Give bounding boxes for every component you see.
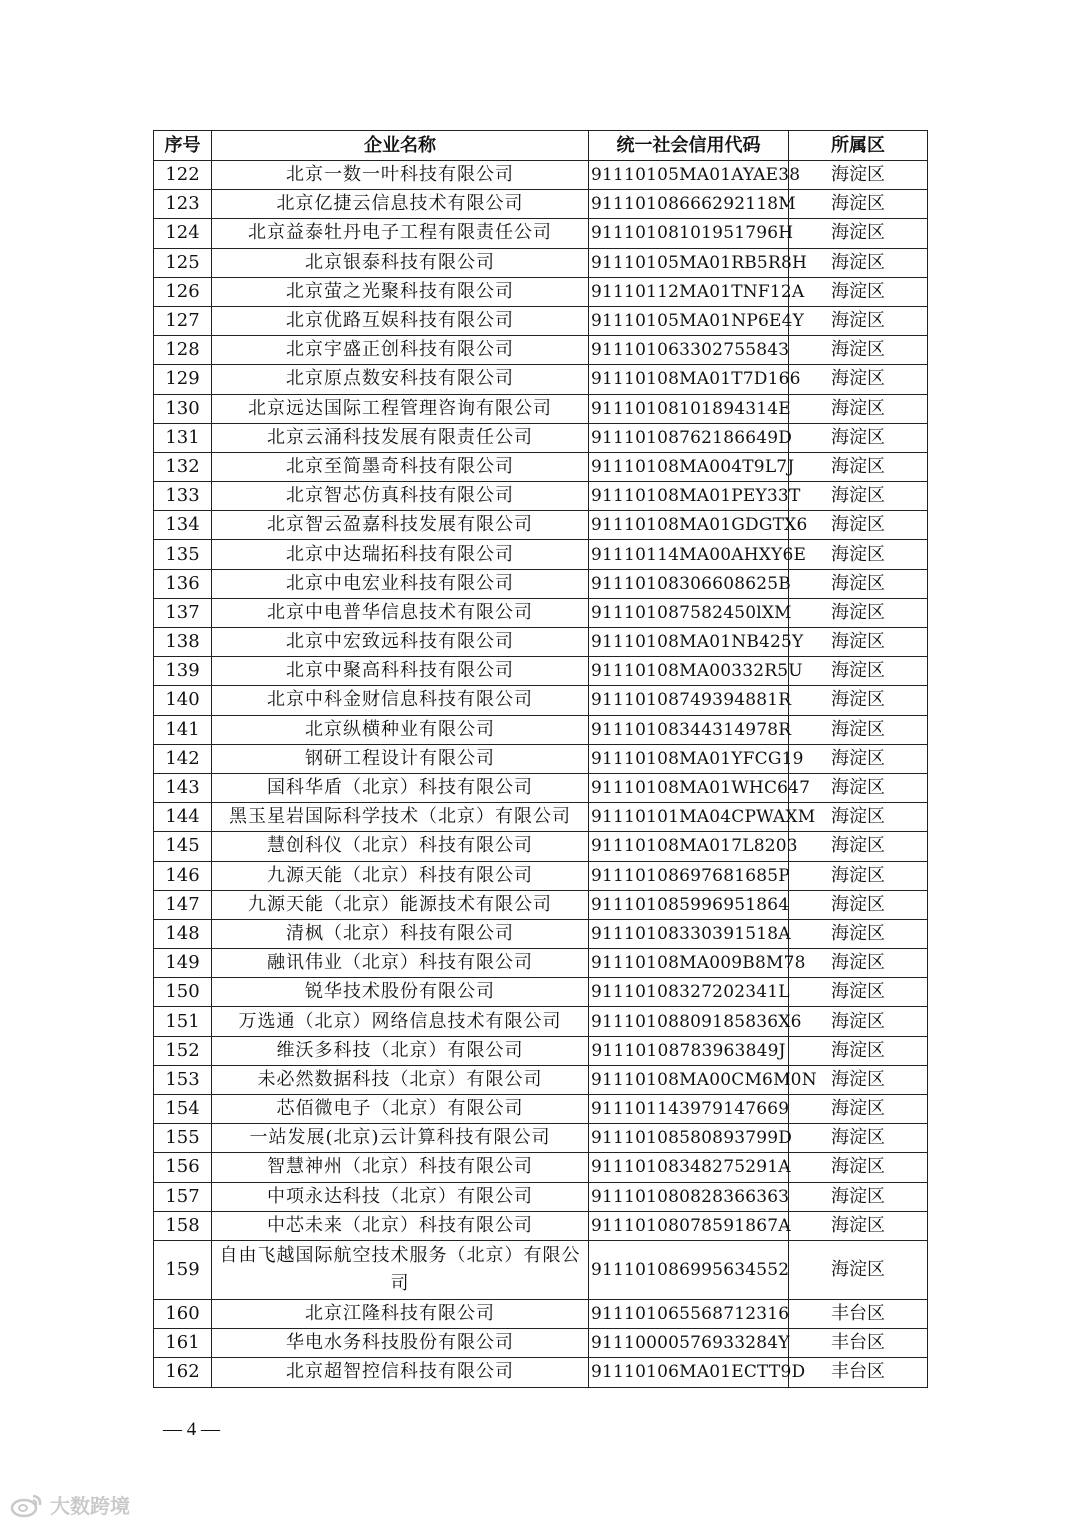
table-row [154,657,928,686]
row-index: 131 [154,423,212,452]
row-index: 162 [154,1358,212,1387]
row-credit-code: 91110101MA04CPWAXM [589,803,789,832]
table-row [154,919,928,948]
table-row [154,190,928,219]
table-row [154,1358,928,1387]
row-company-name: 九源天能（北京）能源技术有限公司 [212,890,589,919]
row-district: 海淀区 [789,715,928,744]
row-company-name: 北京中科金财信息科技有限公司 [212,686,589,715]
header-index: 序号 [154,131,212,161]
table-row [154,978,928,1007]
row-credit-code: 91110108MA01GDGTX6 [589,511,789,540]
row-company-name: 北京中达瑞拓科技有限公司 [212,540,589,569]
row-credit-code: 91110108078591867A [589,1211,789,1240]
row-credit-code: 91110108MA00CM6M0N [589,1065,789,1094]
row-district: 海淀区 [789,686,928,715]
row-district: 海淀区 [789,569,928,598]
row-company-name: 北京中宏致远科技有限公司 [212,628,589,657]
row-credit-code: 91110108699563455​2 [589,1240,789,1299]
table-row [154,686,928,715]
row-company-name: 万选通（北京）网络信息技术有限公司 [212,1007,589,1036]
table-row [154,1124,928,1153]
row-index: 134 [154,511,212,540]
row-district: 海淀区 [789,1065,928,1094]
table-row [154,336,928,365]
table-row [154,803,928,832]
row-index: 122 [154,161,212,190]
row-district: 海淀区 [789,423,928,452]
row-district: 海淀区 [789,394,928,423]
row-credit-code: 911101143979147669 [589,1095,789,1124]
row-district: 海淀区 [789,803,928,832]
table-row [154,744,928,773]
row-company-name: 北京超智控信科技有限公司 [212,1358,589,1387]
header-credit-code: 统一社会信用代码 [589,131,789,161]
row-index: 150 [154,978,212,1007]
row-index: 124 [154,219,212,248]
row-district: 海淀区 [789,1095,928,1124]
row-credit-code: 91110108327202341L [589,978,789,1007]
row-company-name: 北京银泰科技有限公司 [212,248,589,277]
row-credit-code: 91110106MA01ECTT9D [589,1358,789,1387]
row-credit-code: 91110108MA01T7D166 [589,365,789,394]
row-district: 海淀区 [789,1240,928,1299]
row-district: 海淀区 [789,511,928,540]
table-row [154,861,928,890]
row-company-name: 北京优路互娱科技有限公司 [212,306,589,335]
row-credit-code: 91110108330391518A [589,919,789,948]
table-row [154,1182,928,1211]
row-index: 142 [154,744,212,773]
row-district: 海淀区 [789,1124,928,1153]
row-district: 海淀区 [789,336,928,365]
row-company-name: 未必然数据科技（北京）有限公司 [212,1065,589,1094]
row-company-name: 北京萤之光聚科技有限公司 [212,277,589,306]
row-district: 海淀区 [789,1153,928,1182]
row-district: 海淀区 [789,306,928,335]
table-header-row [154,131,928,161]
table-row [154,482,928,511]
row-company-name: 北京纵横种业有限公司 [212,715,589,744]
row-district: 海淀区 [789,861,928,890]
row-company-name: 维沃多科技（北京）有限公司 [212,1036,589,1065]
row-index: 147 [154,890,212,919]
table-body [154,161,928,1388]
row-district: 海淀区 [789,540,928,569]
row-credit-code: 91110105MA01RB5R8H [589,248,789,277]
row-index: 136 [154,569,212,598]
row-index: 160 [154,1299,212,1328]
row-company-name: 九源天能（北京）科技有限公司 [212,861,589,890]
table-row [154,628,928,657]
row-company-name: 华电水务科技股份有限公司 [212,1329,589,1358]
row-index: 159 [154,1240,212,1299]
table-row [154,1153,928,1182]
table-row [154,832,928,861]
table-row [154,1007,928,1036]
row-index: 157 [154,1182,212,1211]
row-district: 海淀区 [789,1036,928,1065]
page-number: — 4 — [163,1419,220,1440]
row-index: 153 [154,1065,212,1094]
row-district: 海淀区 [789,744,928,773]
row-index: 149 [154,949,212,978]
row-index: 143 [154,773,212,802]
table-row [154,161,928,190]
table-row [154,569,928,598]
row-company-name: 钢研工程设计有限公司 [212,744,589,773]
row-district: 海淀区 [789,978,928,1007]
table-row [154,365,928,394]
row-index: 145 [154,832,212,861]
row-district: 海淀区 [789,657,928,686]
row-credit-code: 91110112MA01TNF12A [589,277,789,306]
row-credit-code: 91110108749394881R [589,686,789,715]
row-company-name: 北京一数一叶科技有限公司 [212,161,589,190]
row-district: 海淀区 [789,949,928,978]
row-company-name: 北京中聚高科科技有限公司 [212,657,589,686]
row-credit-code: 91110108762186649D [589,423,789,452]
row-company-name: 锐华技术股份有限公司 [212,978,589,1007]
row-company-name: 清枫（北京）科技有限公司 [212,919,589,948]
row-index: 144 [154,803,212,832]
row-district: 海淀区 [789,890,928,919]
row-credit-code: 91110108MA01NB425Y [589,628,789,657]
row-district: 海淀区 [789,1182,928,1211]
row-district: 丰台区 [789,1358,928,1387]
row-company-name: 北京远达国际工程管理咨询有限公司 [212,394,589,423]
row-index: 133 [154,482,212,511]
table-row [154,540,928,569]
row-credit-code: 91110000576933284Y [589,1329,789,1358]
row-credit-code: 91110108MA004T9L7J [589,452,789,481]
row-credit-code: 91110108306608625B [589,569,789,598]
weibo-like-logo-icon [10,1492,44,1518]
row-index: 141 [154,715,212,744]
row-index: 156 [154,1153,212,1182]
row-credit-code: 91110108697681685P [589,861,789,890]
row-company-name: 北京宇盛正创科技有限公司 [212,336,589,365]
row-company-name: 北京原点数安科技有限公司 [212,365,589,394]
row-district: 海淀区 [789,832,928,861]
row-company-name: 黑玉星岩国际科学技术（北京）有限公司 [212,803,589,832]
watermark [10,1490,130,1519]
row-index: 161 [154,1329,212,1358]
row-index: 126 [154,277,212,306]
row-index: 125 [154,248,212,277]
row-company-name: 北京江隆科技有限公司 [212,1299,589,1328]
row-district: 海淀区 [789,628,928,657]
table-row [154,715,928,744]
table-row [154,890,928,919]
row-credit-code: 91110108082836636З [589,1182,789,1211]
row-index: 151 [154,1007,212,1036]
row-index: 155 [154,1124,212,1153]
row-company-name: 慧创科仪（北京）科技有限公司 [212,832,589,861]
header-company-name: 企业名称 [212,131,589,161]
table-row [154,277,928,306]
row-index: 146 [154,861,212,890]
row-company-name: 北京中电宏业科技有限公司 [212,569,589,598]
row-index: 123 [154,190,212,219]
row-company-name: 北京智芯仿真科技有限公司 [212,482,589,511]
row-district: 海淀区 [789,219,928,248]
row-index: 127 [154,306,212,335]
header-district: 所属区 [789,131,928,161]
table-row [154,773,928,802]
row-company-name: 北京益泰牡丹电子工程有限责任公司 [212,219,589,248]
row-company-name: 芯佰微电子（北京）有限公司 [212,1095,589,1124]
table-row [154,949,928,978]
row-district: 海淀区 [789,773,928,802]
row-district: 海淀区 [789,1211,928,1240]
row-credit-code: 911101087582450lXM [589,598,789,627]
row-index: 154 [154,1095,212,1124]
row-company-name: 一站发展(北京)云计算科技有限公司 [212,1124,589,1153]
row-district: 海淀区 [789,598,928,627]
row-index: 152 [154,1036,212,1065]
table-row [154,1329,928,1358]
table-row [154,452,928,481]
row-district: 海淀区 [789,452,928,481]
row-index: 129 [154,365,212,394]
row-credit-code: 91110108101951796H [589,219,789,248]
table-row [154,1240,928,1299]
table-row [154,1095,928,1124]
row-district: 海淀区 [789,277,928,306]
table-row [154,1065,928,1094]
row-company-name: 北京智云盈嘉科技发展有限公司 [212,511,589,540]
row-company-name: 北京中电普华信息技术有限公司 [212,598,589,627]
table-row [154,394,928,423]
row-credit-code: 91110108666292118M [589,190,789,219]
row-credit-code: 91110108809185836X6 [589,1007,789,1036]
table-row [154,598,928,627]
row-index: 130 [154,394,212,423]
table-row [154,1299,928,1328]
table-row [154,306,928,335]
row-credit-code: 91110105MA01AYAE38 [589,161,789,190]
row-district: 海淀区 [789,190,928,219]
row-credit-code: 91110114MA00AHXY6E [589,540,789,569]
table-row [154,1211,928,1240]
row-index: 137 [154,598,212,627]
row-index: 132 [154,452,212,481]
row-index: 138 [154,628,212,657]
row-credit-code: 91110106330275584З [589,336,789,365]
row-index: 158 [154,1211,212,1240]
row-district: 海淀区 [789,1007,928,1036]
table-row [154,423,928,452]
row-company-name: 北京亿捷云信息技术有限公司 [212,190,589,219]
row-index: 135 [154,540,212,569]
row-index: 140 [154,686,212,715]
row-credit-code: 91110108599695186​4 [589,890,789,919]
row-credit-code: 91110108MA01WHC647 [589,773,789,802]
row-district: 丰台区 [789,1329,928,1358]
row-index: 128 [154,336,212,365]
row-credit-code: 91110106556871231​6 [589,1299,789,1328]
row-company-name: 智慧神州（北京）科技有限公司 [212,1153,589,1182]
row-credit-code: 91110108MA01PEY33T [589,482,789,511]
row-company-name: 北京至简墨奇科技有限公司 [212,452,589,481]
row-credit-code: 91110108348275291A [589,1153,789,1182]
enterprise-table [153,130,928,1388]
row-company-name: 中项永达科技（北京）有限公司 [212,1182,589,1211]
row-company-name: 融讯伟业（北京）科技有限公司 [212,949,589,978]
row-district: 丰台区 [789,1299,928,1328]
row-company-name: 国科华盾（北京）科技有限公司 [212,773,589,802]
row-credit-code: 91110108MA01YFCG19 [589,744,789,773]
row-company-name: 北京云涌科技发展有限责任公司 [212,423,589,452]
table-row [154,1036,928,1065]
row-credit-code: 91110108101894314E [589,394,789,423]
watermark-text: 大数跨境 [50,1494,130,1518]
row-company-name: 中芯未来（北京）科技有限公司 [212,1211,589,1240]
row-credit-code: 91110108MA009B8M78 [589,949,789,978]
row-credit-code: 91110108344314978R [589,715,789,744]
row-credit-code: 91110108MA00332R5U [589,657,789,686]
table-row [154,248,928,277]
row-company-name: 自由飞越国际航空技术服务（北京）有限公司 [212,1240,589,1299]
table-row [154,219,928,248]
row-district: 海淀区 [789,482,928,511]
row-credit-code: 91110108MA017L8203 [589,832,789,861]
row-credit-code: 91110108580893799D [589,1124,789,1153]
row-district: 海淀区 [789,365,928,394]
row-index: 139 [154,657,212,686]
row-district: 海淀区 [789,919,928,948]
row-district: 海淀区 [789,248,928,277]
row-district: 海淀区 [789,161,928,190]
row-index: 148 [154,919,212,948]
row-credit-code: 91110105MA01NP6E4Y [589,306,789,335]
row-credit-code: 91110108783963849J [589,1036,789,1065]
table-row [154,511,928,540]
